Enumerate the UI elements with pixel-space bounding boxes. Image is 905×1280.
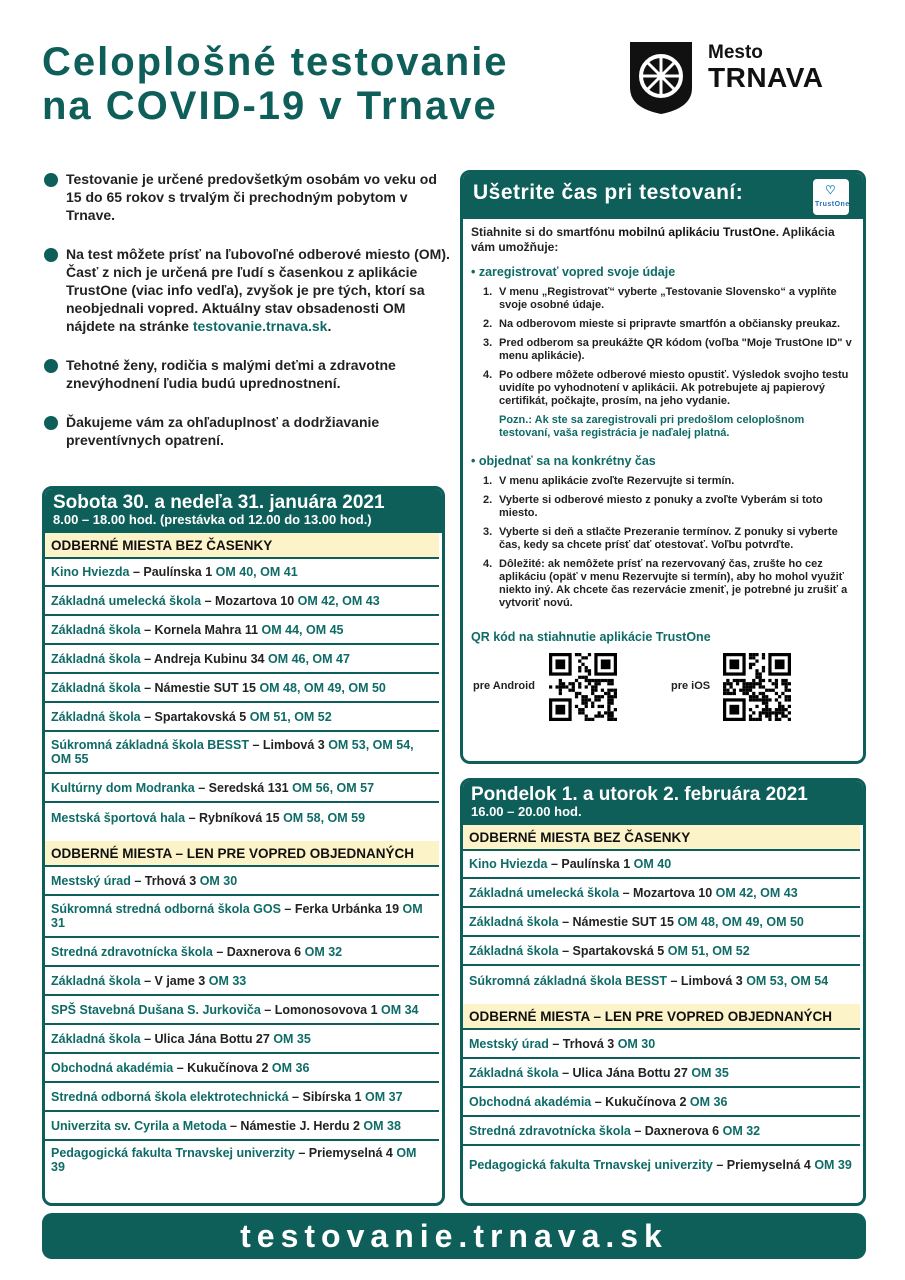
weekday-dates: Pondelok 1. a utorok 2. februára 2021 (471, 784, 808, 805)
location-place: Súkromná základná škola BESST (51, 738, 249, 752)
location-om: OM 40, OM 41 (215, 565, 298, 579)
location-place: Pedagogická fakulta Trnavskej univerzity (469, 1158, 713, 1172)
qr-android-code[interactable] (549, 653, 617, 721)
location-place: Stredná zdravotnícka škola (469, 1123, 631, 1138)
trustone-app-icon: ♡ TrustOne (813, 179, 849, 215)
intro-item-test-places: Na test môžete prísť na ľubovoľné odberové miesto (OM). Časť z nich je určená pre ľudí s časenkou z aplikácie TrustOne (viac info vedľa), zvyšok je pre tých, ktorí sa neobjednali vopred. Aktuálny stav obsadenosti OM nájdete na stránke testovanie.trnava.sk. (42, 245, 452, 335)
trustone-panel (460, 170, 866, 764)
step-item: 3. Vyberte si deň a stlačte Prezeranie termínov. Z ponuky si vyberte čas, kedy sa chcete prísť dať otestovať. Voľbu potvrďte. (483, 526, 838, 551)
location-om: OM 35 (273, 1031, 311, 1046)
location-place: Základná škola (51, 680, 141, 695)
location-addr: – Spartakovská 5 (558, 943, 668, 958)
location-om: OM 48, OM 49, OM 50 (677, 914, 804, 929)
location-om: OM 36 (271, 1060, 310, 1075)
location-row (463, 937, 860, 966)
qr-row (471, 653, 855, 733)
location-addr: – Námestie SUT 15 (140, 680, 260, 695)
location-row (45, 1025, 439, 1054)
location-row (45, 1083, 439, 1112)
weekend-booked-list (45, 867, 442, 1179)
location-row (45, 645, 439, 674)
location-place: Základná škola (51, 1031, 141, 1046)
location-place: Súkromná stredná odborná škola GOS (51, 902, 281, 916)
location-om: OM 40 (633, 857, 672, 871)
location-addr: – Sibírska 1 (288, 1089, 366, 1104)
location-place: Základná škola (469, 1065, 559, 1080)
trustone-bullet-book: • objednať sa na konkrétny čas (471, 454, 656, 468)
location-place: Súkromná základná škola BESST (469, 974, 667, 988)
location-addr: – Priemyselná 4 (712, 1158, 815, 1172)
location-om: OM 32 (722, 1123, 761, 1138)
location-addr: – Ulica Jána Bottu 27 (140, 1031, 274, 1046)
location-om: OM 30 (617, 1036, 656, 1051)
trnava-wheel-icon (628, 40, 694, 116)
location-addr: – Lomonosovova 1 (260, 1002, 381, 1017)
trustone-body (463, 219, 863, 739)
location-place: Základná škola (51, 651, 141, 666)
trustone-bullet-register: • zaregistrovať vopred svoje údaje (471, 265, 676, 279)
location-place: Kino Hviezda (51, 565, 130, 579)
weekday-walkin-list (463, 851, 863, 996)
weekend-section-booked: ODBERNÉ MIESTA – LEN PRE VOPRED OBJEDNANÝCH (45, 841, 439, 867)
location-om: OM 36 (689, 1094, 728, 1109)
location-om: OM 51, OM 52 (249, 709, 332, 724)
location-place: Mestská športová hala (51, 811, 186, 825)
location-om: OM 56, OM 57 (292, 780, 375, 795)
location-row (45, 996, 439, 1025)
location-place: Mestský úrad (51, 873, 131, 888)
weekend-walkin-list (45, 559, 442, 833)
location-om: OM 42, OM 43 (715, 885, 798, 900)
location-row (463, 966, 860, 996)
location-om: OM 37 (365, 1089, 403, 1104)
location-row (45, 774, 439, 803)
weekend-section-walkin: ODBERNÉ MIESTA BEZ ČASENKY (45, 533, 439, 559)
location-place: Pedagogická fakulta Trnavskej univerzity (51, 1146, 295, 1160)
booking-steps (483, 475, 855, 610)
location-addr: – Seredská 131 (194, 780, 293, 795)
location-place: Stredná zdravotnícka škola (51, 944, 213, 959)
location-om: OM 31 (51, 902, 423, 930)
logo-text-mesto: Mesto (708, 42, 763, 63)
location-place: Základná škola (51, 973, 141, 988)
location-row (45, 1054, 439, 1083)
location-place: Obchodná akadémia (469, 1094, 592, 1109)
step-item: 4. Po odbere môžete odberové miesto opustiť. Výsledok svojho testu uvidíte po vyhodnotení v aplikácii. Ak potrebujete aj papierový certifikát, počkajte, prosím, na jeho vydanie. (483, 369, 849, 407)
location-addr: – Kukučínova 2 (173, 1060, 272, 1075)
step-item: 4. Dôležité: ak nemôžete prísť na rezervovaný čas, zrušte ho cez aplikáciu (opäť v menu Rezervujte si termín), aby ho mohol využiť niekto iný. Ak chcete čas rezervácie zmeniť, je potrebné ju zrušiť a vytvoriť novú. (483, 558, 848, 609)
weekday-booked-list (463, 1030, 863, 1184)
step-item: 1. V menu „Registrovať“ vyberte „Testovanie Slovensko“ a vyplňte svoje osobné údaje. (483, 286, 837, 311)
title-line-1: Celoplošné testovanie (42, 40, 509, 84)
intro-list (42, 170, 452, 470)
weekend-panel-header (45, 489, 442, 533)
step-item: 3. Pred odberom sa preukážte QR kódom (voľba "Moje TrustOne ID" v menu aplikácie). (483, 337, 852, 362)
location-row (45, 867, 439, 896)
location-row (45, 674, 439, 703)
trustone-heading: Ušetrite čas pri testovaní: (473, 181, 744, 204)
location-place: Základná umelecká škola (51, 593, 202, 608)
location-addr: – Kukučínova 2 (591, 1094, 690, 1109)
location-om: OM 46, OM 47 (267, 651, 350, 666)
location-addr: – Námestie SUT 15 (558, 914, 678, 929)
location-addr: – Daxnerova 6 (212, 944, 305, 959)
weekday-section-walkin: ODBERNÉ MIESTA BEZ ČASENKY (463, 825, 860, 851)
qr-android-label: pre Android (473, 680, 535, 692)
location-place: Mestský úrad (469, 1036, 549, 1051)
location-place: Základná umelecká škola (469, 885, 620, 900)
location-om: OM 42, OM 43 (297, 593, 380, 608)
qr-title: QR kód na stiahnutie aplikácie TrustOne (471, 630, 711, 644)
bullet-dot-icon (44, 416, 58, 430)
location-row (45, 967, 439, 996)
location-place: Základná škola (51, 622, 141, 637)
weekend-dates: Sobota 30. a nedeľa 31. januára 2021 (53, 492, 385, 513)
weekday-panel (460, 778, 866, 1206)
location-addr: – Paulínska 1 (547, 857, 634, 871)
location-addr: – Spartakovská 5 (140, 709, 250, 724)
location-place: Stredná odborná škola elektrotechnická (51, 1089, 289, 1104)
location-place: SPŠ Stavebná Dušana S. Jurkoviča (51, 1002, 261, 1017)
location-row (463, 851, 860, 879)
register-steps (483, 286, 855, 408)
location-addr: – Ferka Urbánka 19 (280, 902, 403, 916)
testing-website-link[interactable]: testovanie.trnava.sk (192, 318, 328, 334)
location-row (45, 1112, 439, 1141)
page-title (42, 40, 509, 128)
logo-text-trnava: TRNAVA (708, 62, 824, 93)
location-om: OM 53, OM 54, OM 55 (51, 738, 414, 766)
location-row (45, 938, 439, 967)
location-row (45, 896, 439, 938)
location-addr: – Limbová 3 (667, 974, 747, 988)
location-addr: – Trhová 3 (130, 873, 200, 888)
location-place: Univerzita sv. Cyrila a Metoda (51, 1118, 227, 1133)
location-row (45, 587, 439, 616)
location-place: Kultúrny dom Modranka (51, 780, 195, 795)
location-om: OM 30 (199, 873, 238, 888)
location-addr: – Námestie J. Herdu 2 (226, 1118, 364, 1133)
bullet-dot-icon (44, 359, 58, 373)
city-logo (628, 40, 868, 120)
location-om: OM 39 (814, 1158, 852, 1172)
location-addr: – Andreja Kubinu 34 (140, 651, 268, 666)
weekday-section-booked: ODBERNÉ MIESTA – LEN PRE VOPRED OBJEDNANÝCH (463, 1004, 860, 1030)
location-om: OM 33 (208, 973, 247, 988)
weekend-hours: 8.00 – 18.00 hod. (prestávka od 12.00 do 13.00 hod.) (53, 512, 372, 527)
location-addr: – V jame 3 (140, 973, 209, 988)
location-addr: – Limbová 3 (249, 738, 329, 752)
location-row (45, 616, 439, 645)
location-om: OM 51, OM 52 (667, 943, 750, 958)
location-row (463, 908, 860, 937)
location-om: OM 44, OM 45 (261, 622, 344, 637)
location-addr: – Mozartova 10 (201, 593, 298, 608)
location-row (45, 703, 439, 732)
location-om: OM 39 (51, 1146, 417, 1174)
step-item: 2. Vyberte si odberové miesto z ponuky a zvoľte Vyberám si toto miesto. (483, 494, 823, 519)
weekday-panel-header (463, 781, 863, 825)
intro-item-target-group: Testovanie je určené predovšetkým osobám vo veku od 15 do 65 rokov s trvalým či prechodným pobytom v Trnave. (42, 170, 452, 224)
trustone-intro: Stiahnite si do smartfónu mobilnú aplikáciu TrustOne. Aplikácia vám umožňuje: (471, 225, 835, 254)
weekend-panel (42, 486, 445, 1206)
weekday-hours: 16.00 – 20.00 hod. (471, 804, 582, 819)
location-row (463, 1146, 860, 1184)
location-om: OM 34 (381, 1002, 419, 1017)
location-row (45, 559, 439, 587)
trustone-header (463, 173, 863, 219)
step-item: 1. V menu aplikácie zvoľte Rezervujte si termín. (483, 475, 735, 487)
location-addr: – Mozartova 10 (619, 885, 716, 900)
location-om: OM 58, OM 59 (283, 811, 366, 825)
location-addr: – Ulica Jána Bottu 27 (558, 1065, 692, 1080)
trustone-note: Pozn.: Ak ste sa zaregistrovali pri predošlom celoplošnom testovaní, vaša registrácia je naďalej platná. (499, 414, 805, 439)
location-place: Základná škola (469, 943, 559, 958)
location-addr: – Daxnerova 6 (630, 1123, 723, 1138)
qr-ios-label: pre iOS (671, 680, 711, 692)
location-om: OM 48, OM 49, OM 50 (259, 680, 386, 695)
location-place: Kino Hviezda (469, 857, 548, 871)
qr-ios-code[interactable] (723, 653, 791, 721)
bullet-dot-icon (44, 248, 58, 262)
location-addr: – Kornela Mahra 11 (140, 622, 262, 637)
location-row (463, 1088, 860, 1117)
intro-item-thanks: Ďakujeme vám za ohľaduplnosť a dodržiavanie preventívnych opatrení. (42, 413, 452, 449)
location-place: Základná škola (51, 709, 141, 724)
location-row (463, 1059, 860, 1088)
location-row (463, 879, 860, 908)
location-addr: – Trhová 3 (548, 1036, 618, 1051)
location-row (45, 732, 439, 774)
footer-url-banner[interactable]: testovanie.trnava.sk (42, 1213, 866, 1259)
location-row (45, 1141, 439, 1179)
step-item: 2. Na odberovom mieste si pripravte smartfón a občiansky preukaz. (483, 318, 841, 330)
location-om: OM 38 (363, 1118, 401, 1133)
location-addr: – Paulínska 1 (129, 565, 216, 579)
location-row (45, 803, 439, 833)
location-addr: – Priemyselná 4 (294, 1146, 397, 1160)
intro-item-priority: Tehotné ženy, rodičia s malými deťmi a zdravotne znevýhodnení ľudia budú uprednostnení. (42, 356, 452, 392)
bullet-dot-icon (44, 173, 58, 187)
location-om: OM 53, OM 54 (746, 974, 829, 988)
location-row (463, 1117, 860, 1146)
location-row (463, 1030, 860, 1059)
location-place: Obchodná akadémia (51, 1060, 174, 1075)
location-om: OM 35 (691, 1065, 729, 1080)
location-addr: – Rybníková 15 (185, 811, 284, 825)
title-line-2: na COVID-19 v Trnave (42, 84, 498, 128)
location-om: OM 32 (304, 944, 343, 959)
location-place: Základná škola (469, 914, 559, 929)
